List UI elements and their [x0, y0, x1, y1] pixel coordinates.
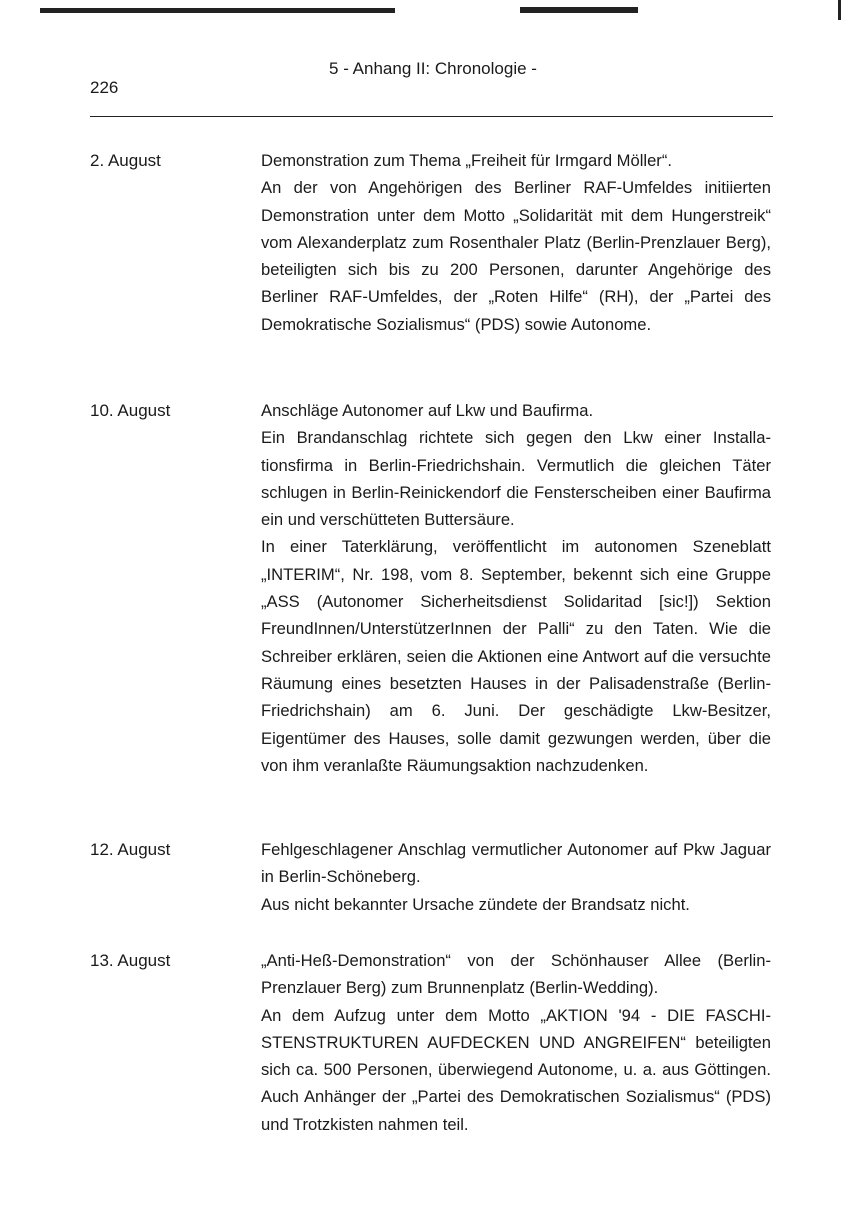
chapter-title: 5 - Anhang II: Chronologie - [329, 59, 537, 78]
entry-body [261, 836, 771, 918]
entry-paragraph: An dem Aufzug unter dem Motto „AKTION '94 - DIE FASCHISTENSTRUKTUREN AUFDECKEN UND ANGREIFEN“ beteiligten sich ca. 500 Personen, überwiegend Autonome, u. a. aus Göttingen. Auch Anhänger der „Partei des Demokratischen Sozialismus“ (PDS) und Trotzkisten nahmen teil. [261, 1005, 771, 1134]
header-divider [90, 116, 773, 117]
entry-date: 2. August [90, 151, 161, 170]
page-number: 226 [90, 78, 119, 97]
scan-edge-mark [520, 7, 638, 13]
scan-edge-mark [40, 8, 395, 13]
entry-paragraph: Anschläge Autonomer auf Lkw und Baufirma. [261, 401, 594, 420]
entry-date: 10. August [90, 401, 171, 420]
entry-paragraph: Fehlgeschlagener Anschlag vermutlicher Autonomer auf Pkw Jaguar in Berlin-Schöneberg. [261, 840, 771, 887]
entry-paragraph: Aus nicht bekannter Ursache zündete der Brandsatz nicht. [261, 894, 690, 914]
entry-date: 13. August [90, 951, 171, 970]
entry-paragraph: „Anti-Heß-Demonstration“ von der Schönhauser Allee (Berlin-Prenzlauer Berg) zum Brunnenplatz (Berlin-Wedding). [261, 951, 771, 998]
entry-date: 12. August [90, 840, 171, 859]
entry-paragraph: Demonstration zum Thema „Freiheit für Irmgard Möller“. [261, 151, 672, 170]
entry-body [261, 397, 771, 779]
entry-body [261, 147, 771, 338]
scan-edge-mark [838, 0, 841, 20]
entry-body [261, 947, 771, 1138]
entry-paragraph: In einer Taterklärung, veröffentlicht im autonomen Szeneblatt „INTERIM“, Nr. 198, vom 8. September, bekennt sich eine Gruppe „ASS (Autonomer Sicherheitsdienst Solidaritad [sic!]) Sektion FreundInnen/UnterstützerInnen der Palli“ zu den Taten. Wie die Schreiber erklären, seien die Aktionen eine Antwort auf die versuchte Räumung eines besetzten Hauses in der Palisadenstraße (Berlin-Friedrichshain) am 6. Juni. Der geschädigte Lkw-Besitzer, Eigentümer des Hauses, solle damit gezwungen werden, über die von ihm veranlaßte Räumungsaktion nachzudenken. [261, 537, 771, 775]
entry-paragraph: Ein Brandanschlag richtete sich gegen den Lkw einer Installationsfirma in Berlin-Friedrichshain. Vermutlich die gleichen Täter schlugen in Berlin-Reinickendorf die Fensterscheiben einer Baufirma ein und verschütteten Buttersäure. [261, 428, 771, 530]
entry-paragraph: An der von Angehörigen des Berliner RAF-Umfeldes initiierten Demonstration unter dem Motto „Solidarität mit dem Hungerstreik“ vom Alexanderplatz zum Rosenthaler Platz (Berlin-Prenzlauer Berg), beteiligten sich bis zu 200 Personen, darunter Angehörige des Berliner RAF-Umfeldes, der „Roten Hilfe“ (RH), der „Partei des Demokratische Sozialismus“ (PDS) sowie Autonome. [261, 178, 771, 334]
